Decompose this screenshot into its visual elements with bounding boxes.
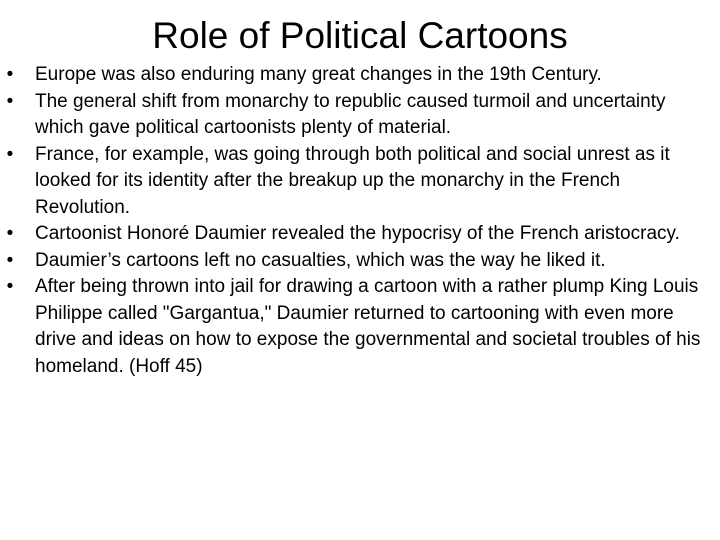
bullet-item bbox=[0, 221, 711, 248]
bullet-dot-icon: • bbox=[6, 143, 14, 165]
bullet-text: Cartoonist Honoré Daumier revealed the hypocrisy of the French aristocracy. bbox=[35, 223, 680, 244]
bullet-dot-icon: • bbox=[6, 276, 14, 297]
bullet-list bbox=[0, 62, 720, 380]
bullet-text: Daumier’s cartoons left no casualties, which was the way he liked it. bbox=[35, 249, 606, 271]
bullet-dot-icon: • bbox=[6, 249, 14, 271]
bullet-dot-icon: • bbox=[6, 90, 14, 112]
bullet-text: After being thrown into jail for drawing a cartoon with a rather plump King Louis Philippe called "Gargantua," Daumier returned to cartooning with even more drive and ideas on how to expose the governmental and societal troubles of his homeland. (Hoff 45) bbox=[35, 276, 701, 377]
bullet-item bbox=[0, 274, 711, 380]
bullet-text: France, for example, was going through both political and social unrest as it looked for its identity after the breakup up the monarchy in the French Revolution. bbox=[35, 143, 670, 218]
bullet-item bbox=[0, 248, 711, 275]
bullet-dot-icon: • bbox=[6, 223, 14, 244]
bullet-item bbox=[0, 142, 711, 222]
bullet-dot-icon: • bbox=[6, 64, 14, 85]
bullet-text: Europe was also enduring many great changes in the 19th Century. bbox=[35, 64, 602, 85]
bullet-item bbox=[0, 89, 711, 142]
slide-title: Role of Political Cartoons bbox=[152, 15, 568, 56]
bullet-item bbox=[0, 62, 711, 89]
bullet-text: The general shift from monarchy to republic caused turmoil and uncertainty which gave political cartoonists plenty of material. bbox=[35, 90, 666, 138]
